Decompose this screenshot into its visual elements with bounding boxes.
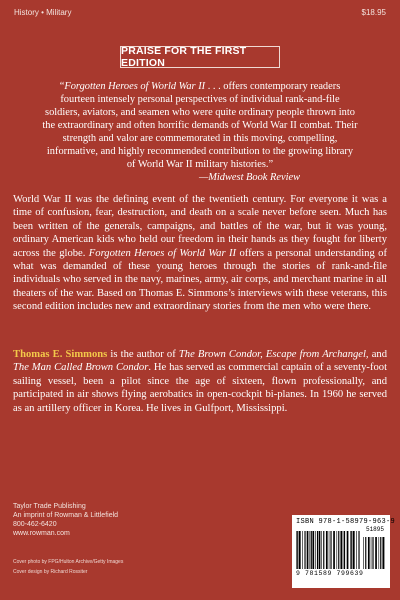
- bio-book-1: The Brown Condor, Escape from Archangel,: [178, 349, 369, 360]
- barcode-bar: [304, 531, 305, 569]
- barcode-digits: 9 781589 799639: [296, 570, 364, 577]
- barcode-bar: [379, 537, 380, 569]
- barcode-bar: [372, 537, 373, 569]
- barcode-bar: [317, 531, 318, 569]
- top-bar: [14, 8, 386, 17]
- barcode-bar: [344, 531, 345, 569]
- description-part-1: World War II was the defining event of the twentieth century. For everyone it was a time of confusion, fear, destruction, and death on a scale never before seen. Much has been written of the generals, campaigns, and battles of the war, but it was young, ordinary American kids who held our freedom in their hands as they fought for liberty across the globe.: [13, 194, 387, 259]
- publisher-website: www.rowman.com: [13, 530, 70, 537]
- photo-credit: Cover photo by FPG/Hulton Archive/Getty Images: [13, 559, 124, 565]
- barcode-bar: [353, 531, 355, 569]
- barcode-bar: [356, 531, 357, 569]
- barcode-bar: [365, 537, 366, 569]
- barcode-bar: [350, 531, 351, 569]
- barcode-bar: [315, 531, 316, 569]
- barcode-bar: [329, 531, 330, 569]
- bio-book-2: The Man Called Brown Condor: [13, 362, 149, 374]
- description-part-2: offers a personal understanding of what was demanded of these young heroes through the stories of rank-and-file individuals who served in the navy, marines, army, air corps, and merchant marine in all theaters of the war. Based on Thomas E. Simmons’s interviews with these veterans, this second edition includes new and extraordinary stories from the men who were there.: [13, 247, 387, 313]
- bio-text-2: and: [368, 349, 388, 360]
- review-quote: [42, 80, 358, 184]
- barcode-bar: [382, 537, 384, 569]
- author-bio: [13, 348, 387, 415]
- category-label: History • Military: [14, 8, 72, 17]
- barcode-bar: [371, 537, 372, 569]
- barcode-bars: [296, 529, 386, 569]
- barcode-bar: [363, 537, 364, 569]
- quote-source: —Midwest Book Review: [199, 172, 300, 183]
- barcode-bar: [333, 531, 335, 569]
- barcode-bar: [380, 537, 381, 569]
- barcode-bar: [297, 531, 298, 569]
- addon-digits: 51895: [365, 526, 384, 533]
- barcode-bar: [319, 531, 321, 569]
- price-label: $18.95: [361, 8, 386, 17]
- book-description: [13, 193, 387, 314]
- barcode-bar: [375, 537, 377, 569]
- barcode-box: [292, 515, 396, 588]
- bio-text-1: is the author of: [107, 349, 179, 360]
- ean-barcode: [296, 531, 360, 569]
- barcode-bar: [351, 531, 352, 569]
- barcode-bar: [326, 531, 328, 569]
- barcode-bar: [330, 531, 331, 569]
- description-book-title: Forgotten Heroes of World War II: [88, 247, 237, 259]
- publisher-info: [13, 502, 118, 538]
- barcode-bar: [337, 531, 338, 569]
- publisher-phone: 800-462-6420: [13, 521, 57, 528]
- barcode-bar: [358, 531, 359, 569]
- cover-credits: [13, 557, 123, 577]
- barcode-bar: [347, 531, 349, 569]
- design-credit: Cover design by Richard Rossiter: [13, 569, 88, 575]
- barcode-bar: [299, 531, 301, 569]
- quote-book-title: Forgotten Heroes of World War II: [64, 81, 206, 92]
- barcode-bar: [321, 531, 322, 569]
- barcode-bar: [338, 531, 339, 569]
- price-addon-barcode: [363, 537, 385, 569]
- barcode-bar: [323, 531, 324, 569]
- barcode-bar: [343, 531, 344, 569]
- barcode-bar: [307, 531, 309, 569]
- barcode-bar: [302, 531, 303, 569]
- barcode-bar: [310, 531, 311, 569]
- quote-open-mark: “: [59, 81, 65, 92]
- publisher-name: Taylor Trade Publishing: [13, 503, 86, 510]
- barcode-bar: [296, 531, 297, 569]
- praise-heading-text: PRAISE FOR THE FIRST EDITION: [121, 45, 247, 69]
- barcode-bar: [312, 531, 314, 569]
- bio-text-3: . He has served as commercial captain of a seventy-foot sailing vessel, been a pilot since the age of sixteen, flown professionally, and participated in air shows flying aerobatics in open-cockpit bi-planes. In 1960 he served as an artillery officer in Korea. He lives in Gulfport, Mississippi.: [13, 362, 388, 414]
- barcode-bar: [368, 537, 370, 569]
- quote-text: . . . offers contemporary readers fourteen intensely personal perspectives of individual rank-and-file soldiers, aviators, and seamen who were quite ordinary people thrown into the extraordinary and often horrific demands of World War II combat. Their strength and valor are commemorated in this moving, compelling, informative, and highly recommended contribution to the growing library of World War II military histories.”: [42, 81, 358, 170]
- praise-heading: [120, 46, 280, 68]
- barcode-bar: [311, 531, 312, 569]
- author-name: Thomas E. Simmons: [13, 349, 108, 360]
- barcode-bar: [340, 531, 342, 569]
- publisher-imprint: An imprint of Rowman & Littlefield: [13, 512, 119, 519]
- isbn-text: ISBN 978-1-58979-963-9: [296, 518, 396, 526]
